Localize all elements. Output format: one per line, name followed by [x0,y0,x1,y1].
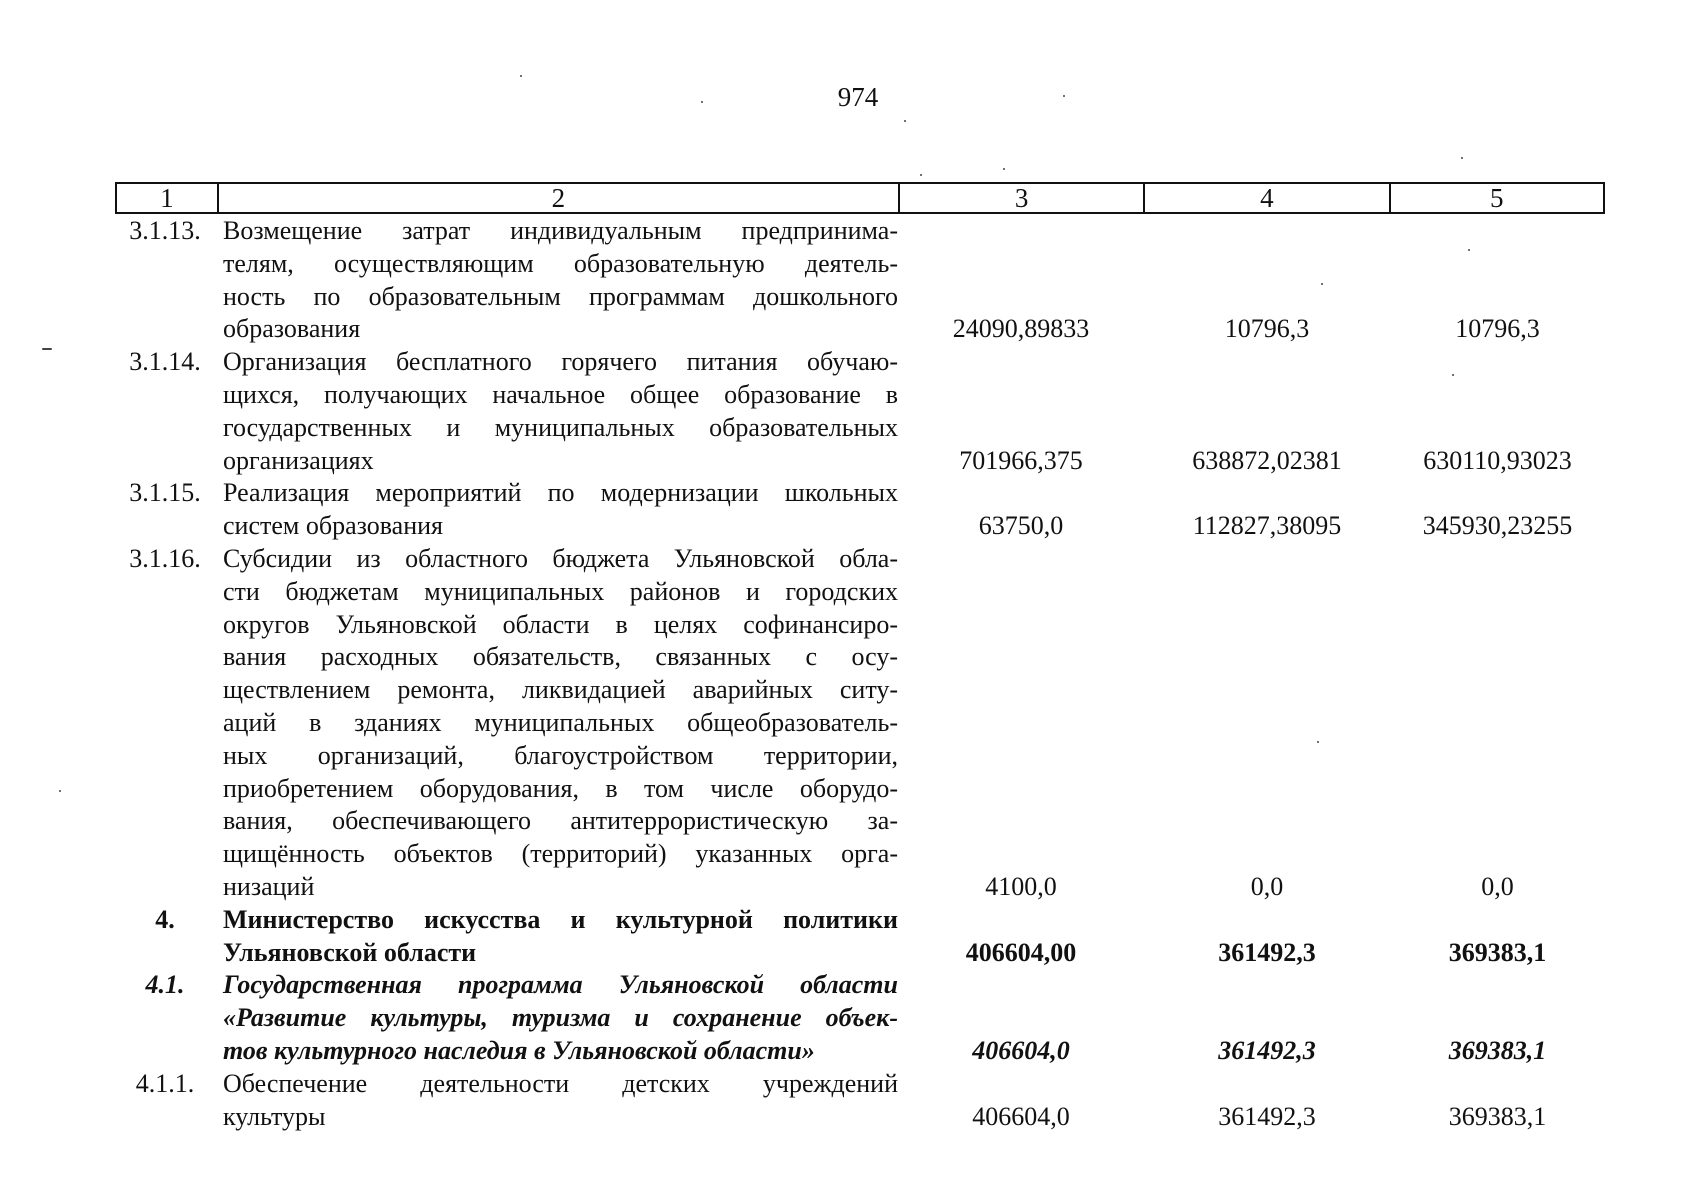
description-line: организациях [223,445,374,475]
scan-speck [42,348,52,350]
table-row [115,543,1605,904]
value-col-3: 63750,0 [978,511,1064,541]
header-col-5: 5 [1389,184,1603,212]
description-line: тов культурного наследия в Ульяновской области» [223,1035,815,1065]
description-line: Обеспечение деятельности детских учреждений [223,1068,898,1098]
value-col-4: 0,0 [1250,871,1284,901]
value-col-5: 10796,3 [1455,314,1540,344]
description-line: телям, осуществляющим образовательную деятель- [223,248,898,278]
description-line: ность по образовательным программам дошкольного [223,281,898,311]
row-description [215,477,898,543]
value-col-5: 369383,1 [1448,1035,1547,1065]
description-line: Организация бесплатного горячего питания обучаю- [223,347,898,377]
header-col-1: 1 [160,183,174,213]
page-number: 974 [837,82,879,112]
header-col-2: 2 [217,184,898,212]
scan-speck [1063,95,1065,97]
description-line: ществлением ремонта, ликвидацией аварийных ситу- [223,675,898,705]
value-col-4: 361492,3 [1218,937,1316,967]
value-col-4: 361492,3 [1218,1101,1316,1131]
value-col-4: 638872,02381 [1192,445,1342,475]
scan-speck [904,120,906,122]
description-line: Государственная программа Ульяновской области [223,970,898,1000]
description-line: ных организаций, благоустройством территории, [223,740,898,770]
value-col-5: 369383,1 [1448,1101,1547,1131]
value-col-5: 0,0 [1481,871,1514,901]
value-col-4: 361492,3 [1218,1035,1316,1065]
row-number: 3.1.16. [129,543,201,573]
description-line: вания расходных обязательств, связанных с осу- [223,642,898,672]
description-line: округов Ульяновской области в целях софинансиро- [223,609,898,639]
value-col-4: 10796,3 [1224,314,1310,344]
table-row [115,215,1605,346]
row-number: 4.1. [145,970,185,1000]
table-row [115,1068,1605,1134]
description-line: Реализация мероприятий по модернизации школьных [223,478,898,508]
scan-speck [1003,168,1005,170]
scan-speck [520,75,522,77]
table-row [115,346,1605,477]
row-number: 4.1.1. [135,1068,195,1098]
description-line: государственных и муниципальных образовательных [223,412,898,442]
description-line: культуры [223,1101,326,1131]
description-line: Возмещение затрат индивидуальным предпринима- [223,216,898,245]
row-description [215,969,898,1067]
row-number: 3.1.13. [129,216,201,245]
table-body [115,215,1605,1133]
table-header [115,182,1605,214]
table-row [115,904,1605,970]
description-line: Министерство искусства и культурной политики [223,904,898,934]
scan-speck [920,174,922,176]
description-line: вания, обеспечивающего антитеррористическую за- [223,806,898,836]
row-description [215,346,898,477]
row-description [215,215,898,346]
description-line: щищённость объектов (территорий) указанных орга- [223,839,898,869]
row-description [215,543,898,904]
description-line: щихся, получающих начальное общее образование в [223,379,898,409]
row-description [215,1068,898,1134]
row-number: 4. [155,904,175,934]
scan-speck [1461,157,1463,159]
budget-table [115,182,1605,1133]
header-col-4: 4 [1143,184,1388,212]
row-description [215,904,898,970]
value-col-5: 345930,23255 [1422,511,1573,541]
row-number: 3.1.14. [129,347,201,377]
value-col-3: 4100,0 [985,871,1057,901]
value-col-5: 630110,93023 [1423,445,1572,475]
value-col-3: 701966,375 [959,445,1083,475]
table-row [115,969,1605,1067]
value-col-3: 406604,00 [965,937,1077,967]
value-col-3: 24090,89833 [952,314,1090,344]
value-col-3: 406604,0 [972,1101,1070,1131]
description-line: аций в зданиях муниципальных общеобразователь- [223,707,898,737]
table-row [115,477,1605,543]
scan-speck [701,101,703,103]
description-line: Субсидии из областного бюджета Ульяновской обла- [223,543,898,573]
header-col-3: 3 [898,184,1143,212]
description-line: «Развитие культуры, туризма и сохранение объек- [223,1003,898,1033]
value-col-4: 112827,38095 [1192,511,1342,541]
scan-speck [59,790,61,792]
value-col-3: 406604,0 [972,1035,1070,1065]
description-line: образования [223,314,361,344]
description-line: приобретением оборудования, в том числе оборудо- [223,773,898,803]
description-line: низаций [223,871,315,901]
description-line: сти бюджетам муниципальных районов и городских [223,576,898,606]
row-number: 3.1.15. [129,478,201,508]
description-line: Ульяновской области [223,937,477,967]
value-col-5: 369383,1 [1448,937,1547,967]
description-line: систем образования [223,511,443,541]
